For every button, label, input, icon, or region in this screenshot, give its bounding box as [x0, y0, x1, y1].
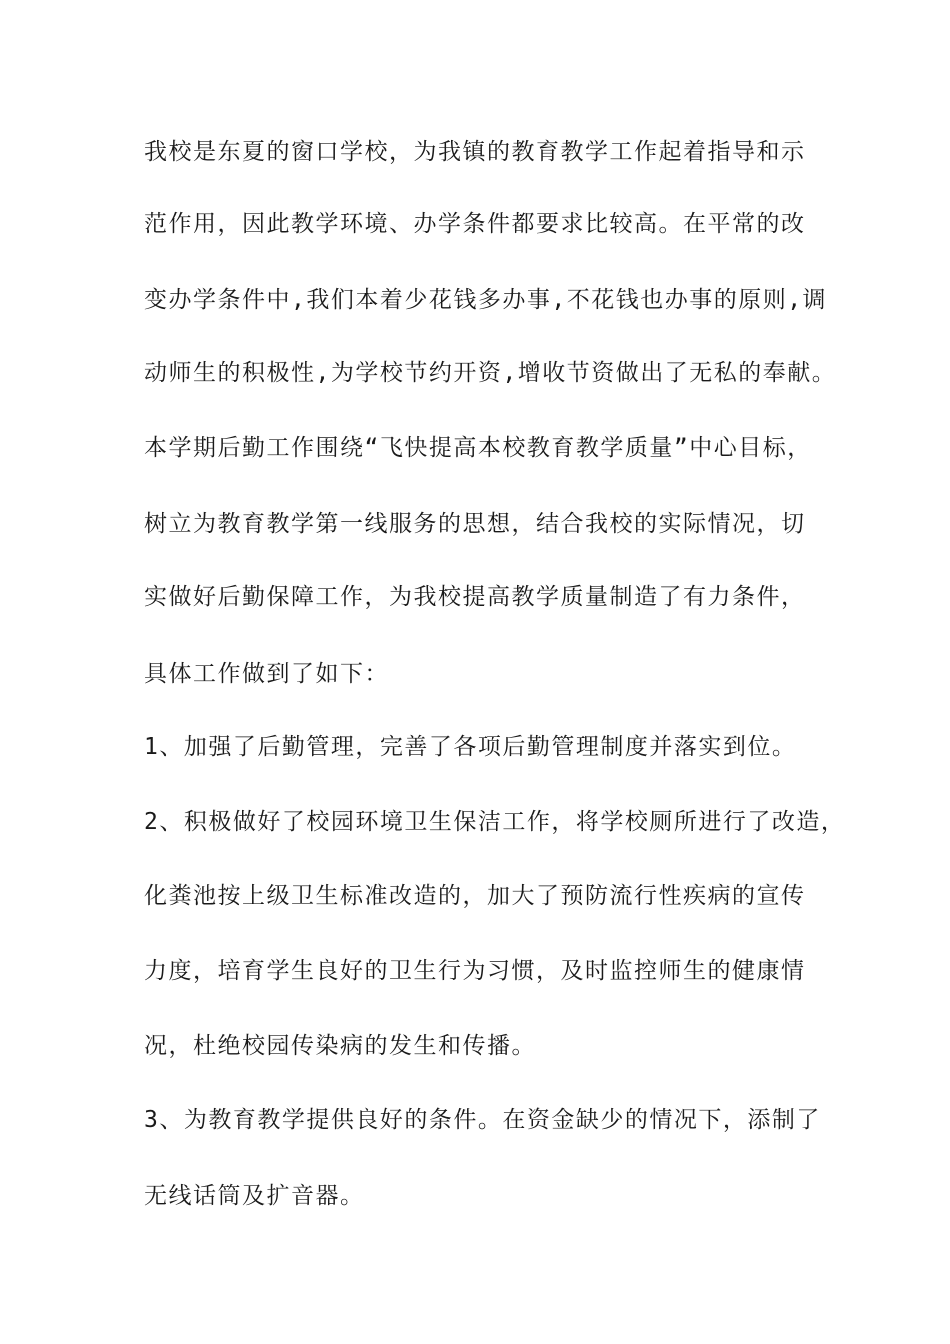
text-line: 具体工作做到了如下： [144, 661, 389, 687]
text-line: 况，杜绝校园传染病的发生和传播。 [144, 1033, 536, 1059]
text-line: 实做好后勤保障工作，为我校提高教学质量制造了有力条件， [144, 584, 806, 610]
text-line: 树立为教育教学第一线服务的思想，结合我校的实际情况，切 [144, 511, 806, 537]
text-line: 化粪池按上级卫生标准改造的，加大了预防流行性疾病的宣传 [144, 883, 806, 909]
text-line: 2、积极做好了校园环境卫生保洁工作，将学校厕所进行了改造， [144, 809, 846, 835]
text-line: 1、加强了后勤管理，完善了各项后勤管理制度并落实到位。 [144, 734, 797, 760]
text-line: 3、为教育教学提供良好的条件。在资金缺少的情况下，添制了 [144, 1107, 821, 1133]
text-line: 我校是东夏的窗口学校，为我镇的教育教学工作起着指导和示 [144, 139, 806, 165]
text-line: 变办学条件中,我们本着少花钱多办事,不花钱也办事的原则,调 [144, 287, 828, 313]
text-line: 无线话筒及扩音器。 [144, 1183, 365, 1209]
text-line: 范作用，因此教学环境、办学条件都要求比较高。在平常的改 [144, 211, 806, 237]
text-line: 动师生的积极性,为学校节约开资,增收节资做出了无私的奉献。 [144, 360, 837, 386]
text-line: 力度，培育学生良好的卫生行为习惯，及时监控师生的健康情 [144, 958, 806, 984]
text-line: 本学期后勤工作围绕“飞快提高本校教育教学质量”中心目标， [144, 435, 812, 461]
